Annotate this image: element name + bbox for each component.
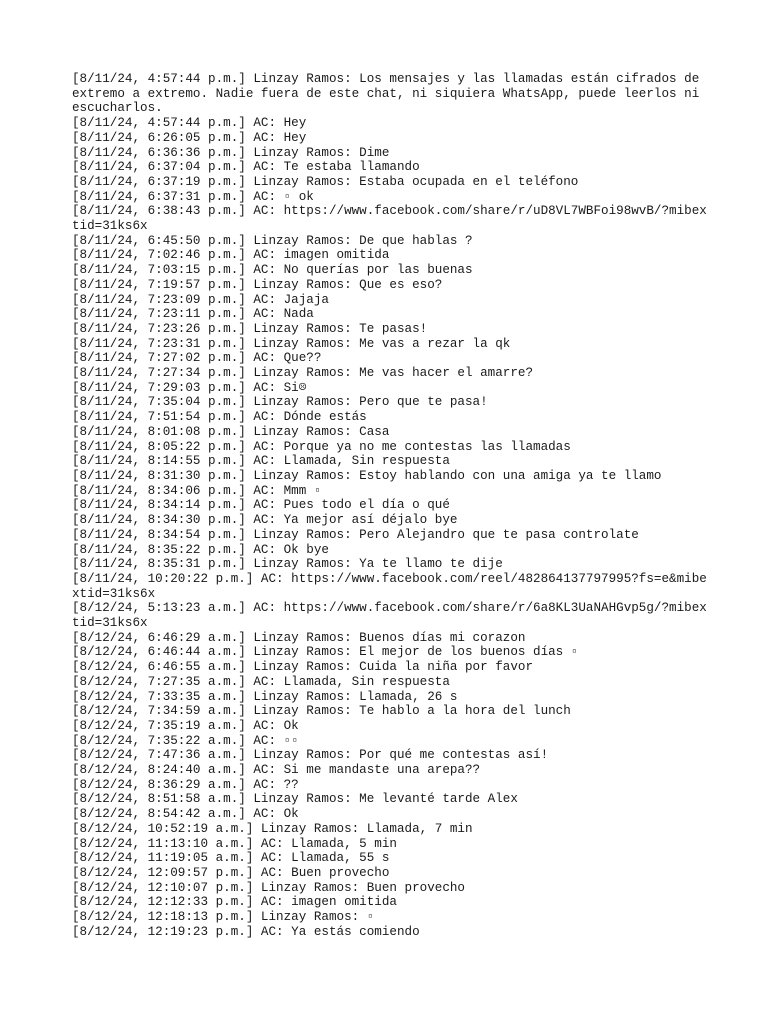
chat-message-line: [8/11/24, 7:29:03 p.m.] AC: Si☹ — [72, 380, 307, 395]
chat-message-line: [8/11/24, 6:37:04 p.m.] AC: Te estaba llamando — [72, 160, 420, 175]
chat-message-line: [8/12/24, 12:19:23 p.m.] AC: Ya estás comiendo — [72, 924, 420, 939]
chat-message-line: [8/11/24, 8:31:30 p.m.] Linzay Ramos: Estoy hablando con una amiga ya te llamo — [72, 468, 662, 483]
chat-message-line: [8/11/24, 7:02:46 p.m.] AC: imagen omitida — [72, 248, 390, 263]
chat-message-line: [8/12/24, 7:47:36 a.m.] Linzay Ramos: Por qué me contestas así! — [72, 748, 549, 763]
chat-message-line: [8/12/24, 11:13:10 a.m.] AC: Llamada, 5 min — [72, 836, 397, 851]
chat-message-line: [8/12/24, 8:24:40 a.m.] AC: Si me mandaste una arepa?? — [72, 763, 481, 778]
chat-message-line: [8/11/24, 7:23:31 p.m.] Linzay Ramos: Me vas a rezar la qk — [72, 336, 511, 351]
chat-message-line: [8/11/24, 7:35:04 p.m.] Linzay Ramos: Pero que te pasa! — [72, 395, 488, 410]
chat-message-line: [8/12/24, 6:46:29 a.m.] Linzay Ramos: Buenos días mi corazon — [72, 630, 526, 645]
chat-message-line: [8/11/24, 7:23:26 p.m.] Linzay Ramos: Te pasas! — [72, 321, 428, 336]
chat-message-line: [8/12/24, 7:27:35 a.m.] AC: Llamada, Sin respuesta — [72, 674, 450, 689]
chat-message-line: [8/12/24, 8:51:58 a.m.] Linzay Ramos: Me levanté tarde Alex — [72, 792, 518, 807]
chat-message-line: [8/11/24, 8:34:54 p.m.] Linzay Ramos: Pero Alejandro que te pasa controlate — [72, 527, 639, 542]
chat-message-line: [8/11/24, 10:20:22 p.m.] AC: https://www.facebook.com/reel/482864137797995?fs=e&mibextid=31ks6x — [72, 571, 707, 601]
chat-message-line: [8/11/24, 7:27:02 p.m.] AC: Que?? — [72, 351, 322, 366]
chat-message-line: [8/11/24, 7:23:11 p.m.] AC: Nada — [72, 307, 314, 322]
chat-message-line: [8/11/24, 6:36:36 p.m.] Linzay Ramos: Dime — [72, 145, 390, 160]
chat-message-line: [8/12/24, 6:46:55 a.m.] Linzay Ramos: Cuida la niña por favor — [72, 660, 534, 675]
chat-message-line: [8/11/24, 4:57:44 p.m.] Linzay Ramos: Los mensajes y las llamadas están cifrados de extremo a extremo. Nadie fuera de este chat, ni siquiera WhatsApp, puede leerlos ni escucharlos. — [72, 72, 707, 116]
chat-message-line: [8/11/24, 4:57:44 p.m.] AC: Hey — [72, 116, 307, 131]
chat-message-line: [8/11/24, 8:01:08 p.m.] Linzay Ramos: Casa — [72, 424, 390, 439]
chat-message-line: [8/12/24, 5:13:23 a.m.] AC: https://www.facebook.com/share/r/6a8KL3UaNAHGvp5g/?mibextid=31ks6x — [72, 601, 707, 631]
chat-message-line: [8/12/24, 10:52:19 a.m.] Linzay Ramos: Llamada, 7 min — [72, 821, 473, 836]
chat-message-line: [8/11/24, 7:27:34 p.m.] Linzay Ramos: Me vas hacer el amarre? — [72, 366, 534, 381]
chat-message-line: [8/12/24, 11:19:05 a.m.] AC: Llamada, 55 s — [72, 851, 390, 866]
chat-message-line: [8/11/24, 7:03:15 p.m.] AC: No querías por las buenas — [72, 263, 473, 278]
chat-message-line: [8/11/24, 8:35:22 p.m.] AC: Ok bye — [72, 542, 329, 557]
chat-message-line: [8/11/24, 8:34:14 p.m.] AC: Pues todo el día o qué — [72, 498, 450, 513]
chat-message-line: [8/11/24, 7:51:54 p.m.] AC: Dónde estás — [72, 410, 367, 425]
chat-message-line: [8/11/24, 6:26:05 p.m.] AC: Hey — [72, 130, 307, 145]
chat-message-line: [8/12/24, 7:34:59 a.m.] Linzay Ramos: Te hablo a la hora del lunch — [72, 704, 571, 719]
chat-message-line: [8/11/24, 8:34:06 p.m.] AC: Mmm ▫ — [72, 483, 322, 498]
chat-message-line: [8/11/24, 6:45:50 p.m.] Linzay Ramos: De que hablas ? — [72, 233, 473, 248]
chat-message-line: [8/11/24, 7:19:57 p.m.] Linzay Ramos: Que es eso? — [72, 277, 443, 292]
chat-message-line: [8/12/24, 8:36:29 a.m.] AC: ?? — [72, 777, 299, 792]
chat-message-line: [8/12/24, 7:33:35 a.m.] Linzay Ramos: Llamada, 26 s — [72, 689, 458, 704]
chat-message-line: [8/12/24, 12:10:07 p.m.] Linzay Ramos: Buen provecho — [72, 880, 465, 895]
chat-message-line: [8/12/24, 12:12:33 p.m.] AC: imagen omitida — [72, 895, 397, 910]
chat-message-line: [8/12/24, 7:35:19 a.m.] AC: Ok — [72, 718, 299, 733]
chat-message-line: [8/11/24, 8:35:31 p.m.] Linzay Ramos: Ya te llamo te dije — [72, 557, 503, 572]
chat-message-line: [8/11/24, 6:37:31 p.m.] AC: ▫ ok — [72, 189, 314, 204]
chat-message-line: [8/11/24, 8:05:22 p.m.] AC: Porque ya no me contestas las llamadas — [72, 439, 571, 454]
chat-message-line: [8/11/24, 8:14:55 p.m.] AC: Llamada, Sin respuesta — [72, 454, 450, 469]
chat-message-line: [8/12/24, 8:54:42 a.m.] AC: Ok — [72, 807, 299, 822]
chat-message-line: [8/11/24, 6:38:43 p.m.] AC: https://www.facebook.com/share/r/uD8VL7WBFoi98wvB/?mibextid=31ks6x — [72, 204, 707, 234]
chat-message-line: [8/12/24, 12:18:13 p.m.] Linzay Ramos: ▫ — [72, 910, 375, 925]
chat-message-line: [8/11/24, 6:37:19 p.m.] Linzay Ramos: Estaba ocupada en el teléfono — [72, 174, 579, 189]
chat-message-line: [8/12/24, 12:09:57 p.m.] AC: Buen provecho — [72, 865, 390, 880]
chat-message-line: [8/11/24, 8:34:30 p.m.] AC: Ya mejor así déjalo bye — [72, 513, 458, 528]
chat-message-line: [8/12/24, 6:46:44 a.m.] Linzay Ramos: El mejor de los buenos días ▫ — [72, 645, 579, 660]
chat-transcript — [72, 72, 712, 939]
chat-message-line: [8/12/24, 7:35:22 a.m.] AC: ▫▫ — [72, 733, 299, 748]
chat-message-line: [8/11/24, 7:23:09 p.m.] AC: Jajaja — [72, 292, 329, 307]
